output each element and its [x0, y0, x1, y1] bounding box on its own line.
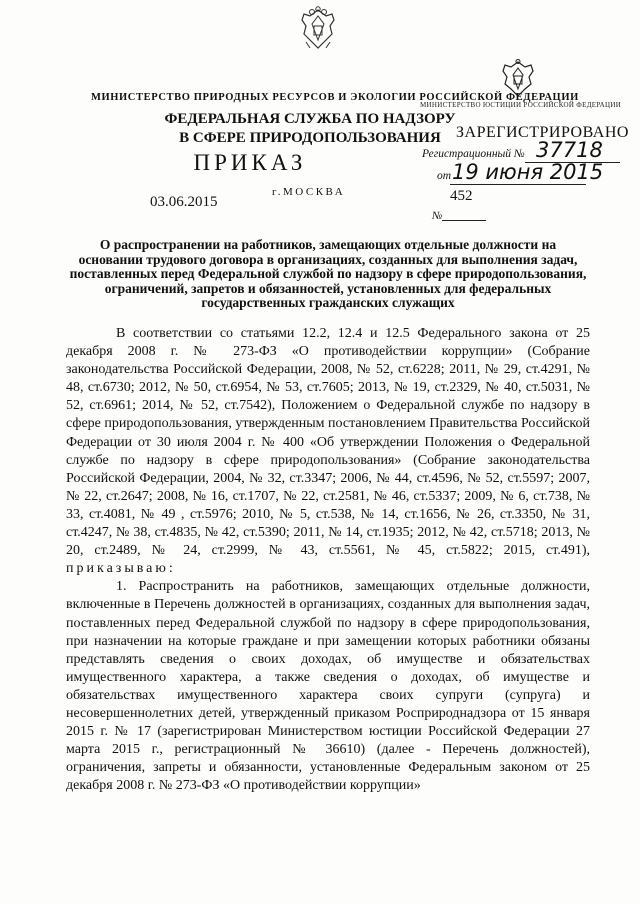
stamp-ministry-name: МИНИСТЕРСТВО ЮСТИЦИИ РОССИЙСКОЙ ФЕДЕРАЦИИ — [420, 101, 622, 109]
service-name-line2: В СФЕРЕ ПРИРОДОПОЛЬЗОВАНИЯ — [179, 130, 441, 146]
document-body — [66, 325, 590, 795]
order-date: 03.06.2015 — [150, 194, 218, 210]
stamp-date-underline — [450, 184, 586, 185]
stamp-reg-number: 37718 — [536, 138, 603, 162]
preamble-text: В соответствии со статьями 12.2, 12.4 и 12.5 Федерального закона от 25 декабря 2008 г. № 273-ФЗ «О противодействии коррупции» (Собрание законодательства Российской Федерации, 2008, № 52, ст.6228; 2011, № 29, ст.4291, № 48, ст.6730; 2012, № 50, ст.6954, № 53, ст.7605; 2013, № 19, ст.2329, № 40, ст.5031, № 52, ст.6961; 2014, № 52, ст.7542), Положением о Федеральной службе по надзору в сфере природопользования, утвержденным постановлением Правительства Российской Федерации от 30 июля 2004 г. № 400 «Об утверждении Положения о Федеральной службе по надзору в сфере природопользования» (Собрание законодательства Российской Федерации, 2004, № 32, ст.3347; 2006, № 44, ст.4596, № 52, ст.5597; 2007, № 22, ст.2647; 2008, № 16, ст.1707, № 22, ст.2581, № 46, ст.5337; 2009, № 6, ст.738, № 33, ст.4081, № 49 , ст.5976; 2010, № 5, ст.538, № 14, ст.1656, № 26, ст.3350, № 31, ст.4247, № 38, ст.4835, № 42, ст.5390; 2011, № 14, ст.1935; 2012, № 42, ст.5718; 2013, № 20, ст.2489, № 24, ст.2999, № 43, ст.5561, № 45, ст.5822; 2015, ст.491), — [66, 326, 590, 559]
number-sign: № — [432, 210, 443, 222]
city: г.МОСКВА — [272, 186, 346, 198]
paragraph-preamble — [66, 325, 590, 578]
document-title: О распространении на работников, замещающих отдельные должности на основании трудового договора в организациях, созданных для выполнения задач, поставленных перед Федеральной службой по надзору в сфере природопользования, ограничений, запретов и обязанностей, установленных для федеральных государственных гражданских служащих — [69, 237, 587, 311]
stamp-registered-title: ЗАРЕГИСТРИРОВАНО — [456, 124, 629, 141]
order-number: 452 — [450, 188, 473, 204]
paragraph-item-1: 1. Распространить на работников, замещающих отдельные должности, включенные в Перечень должностей в организациях, созданных для выполнения задач, поставленных перед Федеральной службой по надзору в сфере природопользования, при назначении на которые граждане и при замещении которых работники обязаны представлять сведения о своих доходах, об имуществе и обязательствах имущественного характера, а также сведения о доходах, об имуществе и обязательствах имущественного характера своих супруги (супруга) и несовершеннолетних детей, утвержденный приказом Росприроднадзора от 15 января 2015 г. № 17 (зарегистрирован Министерством юстиции Российской Федерации 27 марта 2015 г., регистрационный № 36610) (далее - Перечень должностей), ограничения, запреты и обязанности, установленные Федеральным законом от 25 декабря 2008 г. № 273-ФЗ «О противодействии коррупции» — [66, 579, 590, 794]
service-name-line1: ФЕДЕРАЛЬНАЯ СЛУЖБА ПО НАДЗОРУ — [164, 111, 456, 127]
stamp-reg-number-label: Регистрационный № — [422, 148, 525, 160]
ministry-name: МИНИСТЕРСТВО ПРИРОДНЫХ РЕСУРСОВ И ЭКОЛОГИИ РОССИЙСКОЙ ФЕДЕРАЦИИ — [91, 92, 579, 103]
service-name — [150, 110, 470, 148]
stamp-date-prefix: от — [437, 170, 452, 182]
coat-of-arms-emblem — [296, 6, 340, 52]
preamble-command: приказываю: — [66, 561, 176, 577]
stamp-reg-date: 19 июня 2015 — [452, 160, 604, 184]
document-type-heading: ПРИКАЗ — [193, 150, 307, 175]
number-underline — [442, 220, 486, 221]
